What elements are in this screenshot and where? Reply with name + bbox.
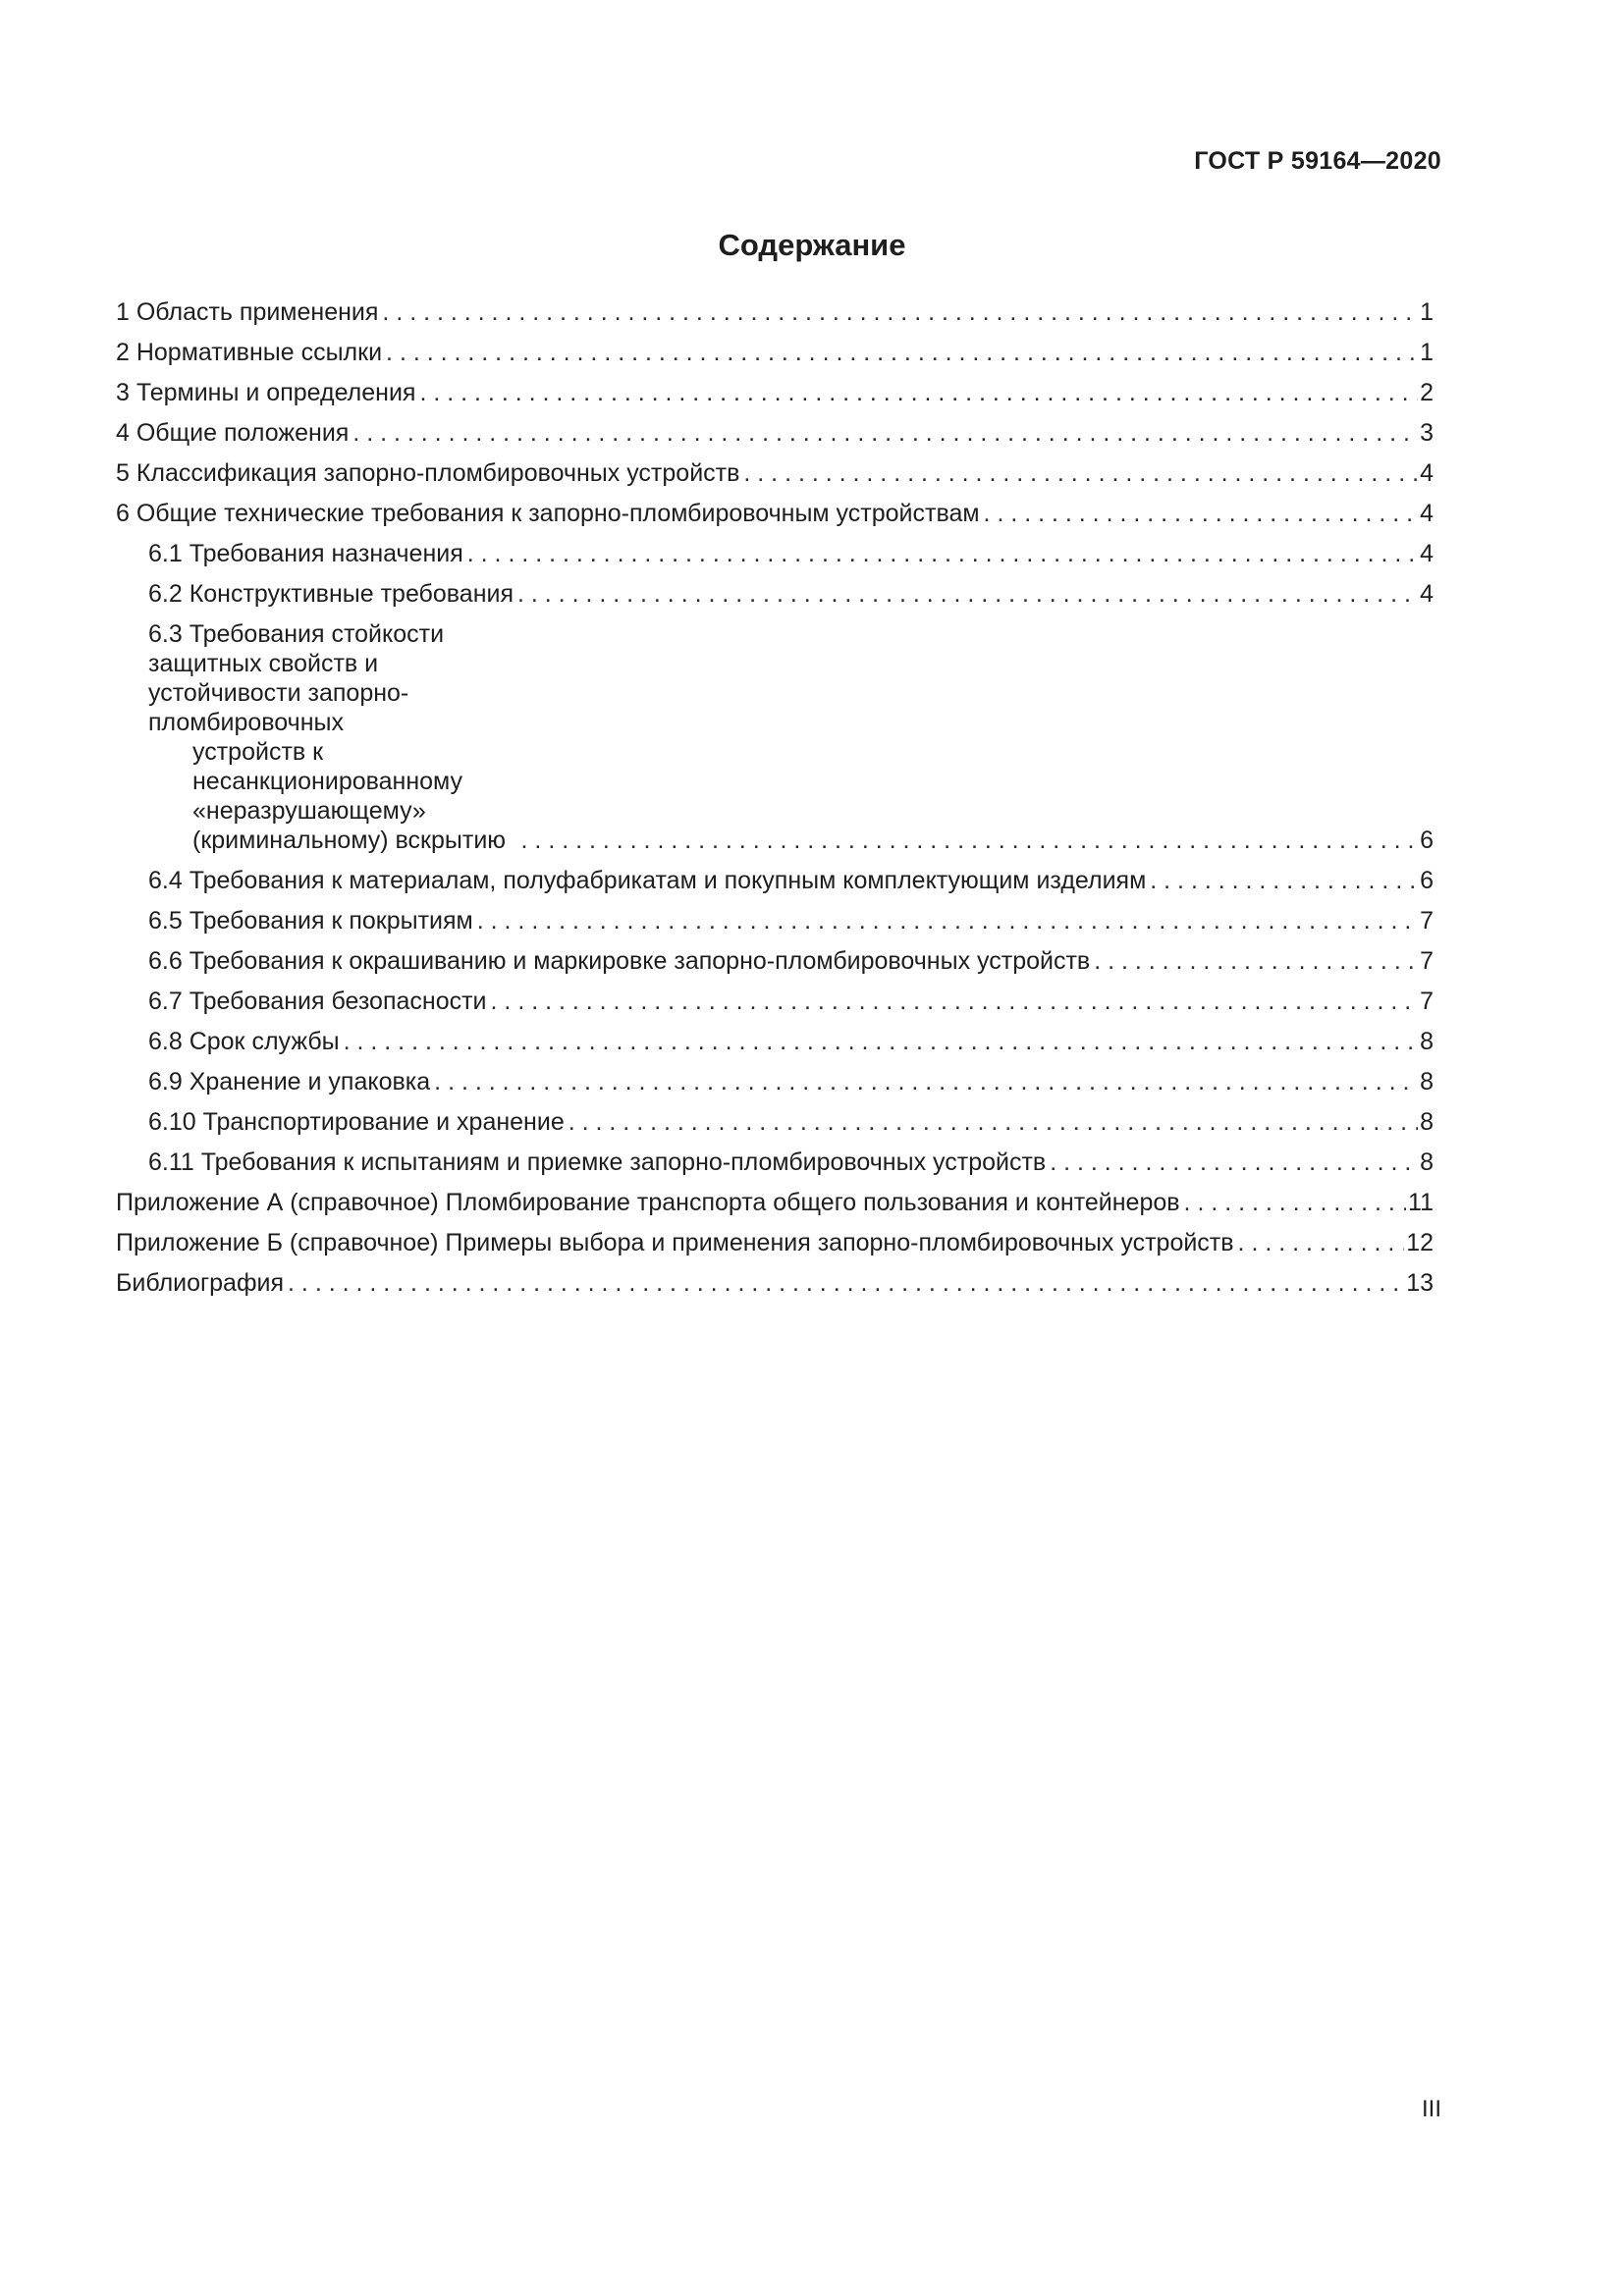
dot-leader xyxy=(1238,1228,1405,1257)
toc-entry-label: 5 Классификация запорно-пломбировочных устройств xyxy=(116,459,740,487)
toc-entry-page: 8 xyxy=(1420,1068,1434,1095)
toc-entry-label: 6.8 Срок службы xyxy=(148,1028,340,1055)
toc-entry-label: 3 Термины и определения xyxy=(116,379,416,406)
toc-entry-label: 4 Общие положения xyxy=(116,419,350,447)
toc-entry-label: 6 Общие технические требования к запорно-пломбировочным устройствам xyxy=(116,500,980,527)
toc-entry-label: Библиография xyxy=(116,1269,285,1297)
dot-leader xyxy=(1150,866,1418,895)
toc-entry-page: 7 xyxy=(1420,907,1434,934)
toc-entry-page: 7 xyxy=(1420,947,1434,975)
dot-leader xyxy=(1050,1148,1418,1177)
standard-code: ГОСТ Р 59164—2020 xyxy=(1194,147,1441,175)
toc-entry-6-8[interactable] xyxy=(116,1027,1434,1056)
toc-entry-6-5[interactable] xyxy=(116,906,1434,935)
dot-leader xyxy=(477,906,1418,935)
toc-entry-label: 6.7 Требования безопасности xyxy=(148,988,487,1015)
toc-entry-label-line1: 6.3 Требования стойкости защитных свойств и устойчивости запорно-пломбировочных xyxy=(148,620,445,736)
toc-entry-page: 4 xyxy=(1420,580,1434,608)
toc-entry-label: 6.10 Транспортирование и хранение xyxy=(148,1108,565,1136)
toc-entry-6[interactable] xyxy=(116,499,1434,528)
toc-entry-page: 6 xyxy=(1420,867,1434,894)
dot-leader xyxy=(288,1268,1404,1298)
toc-entry-label: 6.5 Требования к покрытиям xyxy=(148,907,473,934)
toc-entry-5[interactable] xyxy=(116,458,1434,488)
toc-entry-6-6[interactable] xyxy=(116,946,1434,976)
toc-entry-page: 4 xyxy=(1420,540,1434,567)
toc-entry-label: 1 Область применения xyxy=(116,298,379,326)
toc-entry-page: 1 xyxy=(1420,339,1434,366)
toc-entry-6-1[interactable] xyxy=(116,539,1434,568)
toc-entry-page: 13 xyxy=(1406,1269,1434,1297)
dot-leader xyxy=(386,338,1418,367)
dot-leader xyxy=(434,1067,1418,1096)
toc-entry-page: 6 xyxy=(1420,827,1434,854)
toc-entry-appendix-a[interactable] xyxy=(116,1188,1434,1217)
toc-entry-page: 7 xyxy=(1420,988,1434,1015)
dot-leader xyxy=(743,458,1418,488)
toc-entry-label: 6.1 Требования назначения xyxy=(148,540,463,567)
toc-entry-6-2[interactable] xyxy=(116,579,1434,609)
toc-entry-page: 4 xyxy=(1420,500,1434,527)
toc-entry-page: 12 xyxy=(1406,1229,1434,1256)
toc-entry-appendix-b[interactable] xyxy=(116,1228,1434,1257)
dot-leader xyxy=(568,1107,1418,1137)
toc-entry-label: 6.2 Конструктивные требования xyxy=(148,580,514,608)
toc-entry-page: 1 xyxy=(1420,298,1434,326)
toc-entry-1[interactable] xyxy=(116,297,1434,327)
toc-entry-page: 8 xyxy=(1420,1148,1434,1176)
toc-entry-6-10[interactable] xyxy=(116,1107,1434,1137)
toc-entry-6-3[interactable] xyxy=(116,619,1434,855)
toc-entry-bibliography[interactable] xyxy=(116,1268,1434,1298)
toc-entry-label: 6.4 Требования к материалам, полуфабрикатам и покупным комплектующим изделиям xyxy=(148,867,1147,894)
toc-entry-label: 2 Нормативные ссылки xyxy=(116,339,383,366)
toc-entry-label-line2: устройств к несанкционированному «неразрушающему» (криминальному) вскрытию xyxy=(192,738,507,854)
dot-leader xyxy=(491,987,1419,1016)
toc-entry-label xyxy=(148,619,521,855)
dot-leader xyxy=(352,418,1418,448)
toc-entry-6-9[interactable] xyxy=(116,1067,1434,1096)
toc-entry-6-11[interactable] xyxy=(116,1148,1434,1177)
toc-entry-4[interactable] xyxy=(116,418,1434,448)
toc-entry-3[interactable] xyxy=(116,378,1434,407)
dot-leader xyxy=(344,1027,1418,1056)
dot-leader xyxy=(382,297,1418,327)
table-of-contents xyxy=(116,297,1434,1308)
dot-leader xyxy=(1184,1188,1407,1217)
toc-entry-page: 8 xyxy=(1420,1028,1434,1055)
toc-entry-6-7[interactable] xyxy=(116,987,1434,1016)
toc-entry-6-4[interactable] xyxy=(116,866,1434,895)
dot-leader xyxy=(521,826,1419,855)
toc-entry-page: 8 xyxy=(1420,1108,1434,1136)
toc-entry-label: 6.6 Требования к окрашиванию и маркировке запорно-пломбировочных устройств xyxy=(148,947,1091,975)
dot-leader xyxy=(984,499,1419,528)
dot-leader xyxy=(419,378,1418,407)
toc-entry-page: 11 xyxy=(1408,1189,1434,1216)
toc-entry-label: 6.9 Хранение и упаковка xyxy=(148,1068,431,1095)
toc-entry-label: 6.11 Требования к испытаниям и приемке запорно-пломбировочных устройств xyxy=(148,1148,1047,1176)
toc-title: Содержание xyxy=(718,228,906,262)
toc-entry-page: 2 xyxy=(1420,379,1434,406)
toc-entry-page: 3 xyxy=(1420,419,1434,447)
page-number: III xyxy=(1421,2096,1441,2122)
toc-entry-label: Приложение Б (справочное) Примеры выбора и применения запорно-пломбировочных устройств xyxy=(116,1229,1234,1256)
toc-entry-page: 4 xyxy=(1420,459,1434,487)
toc-entry-2[interactable] xyxy=(116,338,1434,367)
dot-leader xyxy=(517,579,1418,609)
dot-leader xyxy=(467,539,1418,568)
toc-entry-label: Приложение А (справочное) Пломбирование транспорта общего пользования и контейнеров xyxy=(116,1189,1180,1216)
dot-leader xyxy=(1094,946,1418,976)
